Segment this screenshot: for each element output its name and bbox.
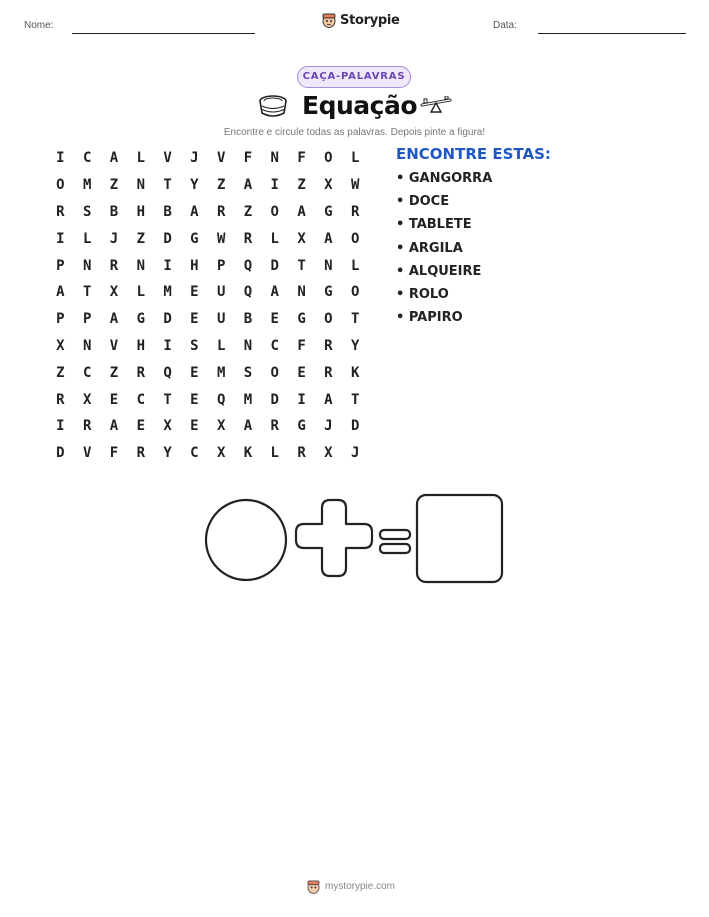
grid-letter[interactable]: R <box>297 445 306 462</box>
grid-letter[interactable]: L <box>136 284 145 301</box>
grid-letter[interactable]: T <box>163 391 172 408</box>
grid-letter[interactable]: T <box>350 311 360 328</box>
grid-letter[interactable]: I <box>56 230 65 247</box>
seesaw-icon <box>420 96 452 114</box>
grid-letter[interactable]: X <box>163 418 172 435</box>
grid-letter[interactable]: N <box>82 337 92 354</box>
grid-letter[interactable]: Q <box>243 257 253 274</box>
grid-letter[interactable]: Z <box>136 230 145 247</box>
grid-letter[interactable]: L <box>136 150 145 167</box>
grid-letter[interactable]: J <box>109 230 119 247</box>
grid-letter[interactable]: U <box>216 311 226 328</box>
grid-letter[interactable]: M <box>82 177 92 194</box>
grid-letter[interactable]: Q <box>243 284 253 301</box>
grid-letter[interactable]: B <box>109 203 119 220</box>
grid-letter[interactable]: V <box>163 150 172 167</box>
word-item: • ROLO <box>396 287 492 310</box>
grid-letter[interactable]: E <box>190 311 199 328</box>
grid-letter[interactable]: E <box>136 418 145 435</box>
grid-row <box>47 145 369 172</box>
grid-letter[interactable]: X <box>324 445 333 462</box>
grid-letter[interactable]: M <box>216 364 226 381</box>
grid-letter[interactable]: X <box>216 445 226 462</box>
grid-letter[interactable]: L <box>216 337 226 354</box>
grid-letter[interactable]: R <box>216 203 226 220</box>
grid-letter[interactable]: A <box>324 391 333 408</box>
grid-letter[interactable]: N <box>136 177 145 194</box>
grid-row <box>47 252 369 279</box>
grid-letter[interactable]: K <box>243 445 253 462</box>
grid-row <box>47 359 369 386</box>
equals-shape[interactable] <box>380 544 410 553</box>
grid-letter[interactable]: R <box>324 337 333 354</box>
grid-row <box>47 225 369 252</box>
grid-letter[interactable]: W <box>350 177 360 194</box>
grid-letter[interactable]: J <box>190 150 199 167</box>
grid-letter[interactable]: Z <box>109 177 119 194</box>
word-list <box>396 171 492 333</box>
grid-row <box>47 279 369 306</box>
grid-letter[interactable]: O <box>270 203 279 220</box>
footer-site[interactable]: mystorypie.com <box>325 881 396 892</box>
grid-letter[interactable]: P <box>56 257 65 274</box>
grid-letter[interactable]: F <box>297 150 306 167</box>
grid-letter[interactable]: E <box>297 364 306 381</box>
grid-letter[interactable]: A <box>243 418 253 435</box>
grid-letter[interactable]: D <box>56 445 65 462</box>
grid-letter[interactable]: A <box>243 177 253 194</box>
grid-letter[interactable]: V <box>82 445 92 462</box>
grid-letter[interactable]: Q <box>216 391 226 408</box>
grid-letter[interactable]: R <box>243 230 253 247</box>
grid-letter[interactable]: S <box>243 364 253 381</box>
grid-letter[interactable]: A <box>270 284 279 301</box>
grid-row <box>47 386 369 413</box>
grid-letter[interactable]: X <box>297 230 306 247</box>
grid-letter[interactable]: L <box>350 257 360 274</box>
word-item: • PAPIRO <box>396 310 492 333</box>
grid-letter[interactable]: N <box>243 337 253 354</box>
grid-letter[interactable]: L <box>270 230 279 247</box>
grid-letter[interactable]: E <box>190 391 199 408</box>
grid-letter[interactable]: P <box>82 311 92 328</box>
grid-letter[interactable]: E <box>190 284 199 301</box>
storypie-mascot-icon <box>307 879 320 894</box>
grid-letter[interactable]: F <box>297 337 306 354</box>
grid-letter[interactable]: C <box>136 391 145 408</box>
page-title: Equação <box>302 91 418 120</box>
grid-letter[interactable]: A <box>324 230 333 247</box>
grid-letter[interactable]: E <box>190 418 199 435</box>
brand-name: Storypie <box>340 12 400 28</box>
grid-letter[interactable]: D <box>270 391 279 408</box>
grid-letter[interactable]: N <box>324 257 333 274</box>
circle-shape[interactable] <box>206 500 286 580</box>
grid-letter[interactable]: W <box>216 230 226 247</box>
word-item: • GANGORRA <box>396 171 492 194</box>
grid-letter[interactable]: E <box>270 311 279 328</box>
word-search-grid[interactable] <box>47 145 369 467</box>
grid-letter[interactable]: L <box>350 150 360 167</box>
grid-letter[interactable]: F <box>243 150 253 167</box>
grid-letter[interactable]: Y <box>350 337 360 354</box>
date-line[interactable] <box>538 33 686 34</box>
grid-letter[interactable]: S <box>190 337 199 354</box>
grid-letter[interactable]: O <box>350 284 360 301</box>
grid-letter[interactable]: G <box>297 311 306 328</box>
instructions: Encontre e circule todas as palavras. Depois pinte a figura! <box>223 127 486 138</box>
grid-letter[interactable]: R <box>136 445 145 462</box>
grid-letter[interactable]: A <box>190 203 199 220</box>
grid-letter[interactable]: Z <box>216 177 226 194</box>
grid-letter[interactable]: G <box>324 203 333 220</box>
grid-letter[interactable]: R <box>82 418 92 435</box>
word-item: • ALQUEIRE <box>396 264 492 287</box>
plus-shape[interactable] <box>296 500 372 576</box>
grid-letter[interactable]: G <box>324 284 333 301</box>
grid-letter[interactable]: A <box>56 284 65 301</box>
grid-letter[interactable]: P <box>216 257 226 274</box>
grid-letter[interactable]: X <box>82 391 92 408</box>
grid-letter[interactable]: I <box>56 418 65 435</box>
grid-letter[interactable]: I <box>297 391 306 408</box>
grid-letter[interactable]: R <box>56 203 65 220</box>
grid-letter[interactable]: N <box>82 257 92 274</box>
grid-letter[interactable]: O <box>324 311 333 328</box>
grid-letter[interactable]: I <box>56 150 65 167</box>
grid-letter[interactable]: N <box>270 150 279 167</box>
grid-row <box>47 306 369 333</box>
grid-letter[interactable]: M <box>243 391 253 408</box>
grid-letter[interactable]: H <box>136 203 145 220</box>
equals-shape[interactable] <box>380 530 410 539</box>
word-item: • ARGILA <box>396 241 492 264</box>
grid-letter[interactable]: A <box>297 203 306 220</box>
grid-letter[interactable]: N <box>297 284 306 301</box>
grid-letter[interactable]: U <box>216 284 226 301</box>
grid-letter[interactable]: C <box>82 364 92 381</box>
grid-letter[interactable]: V <box>216 150 226 167</box>
grid-letter[interactable]: H <box>190 257 199 274</box>
grid-letter[interactable]: V <box>109 337 119 354</box>
grid-letter[interactable]: O <box>56 177 65 194</box>
grid-row <box>47 440 369 467</box>
grid-letter[interactable]: B <box>243 311 253 328</box>
grid-letter[interactable]: D <box>163 311 172 328</box>
grid-letter[interactable]: R <box>109 257 119 274</box>
grid-letter[interactable]: G <box>297 418 306 435</box>
grid-letter[interactable]: N <box>136 257 145 274</box>
grid-letter[interactable]: T <box>82 284 92 301</box>
grid-letter[interactable]: C <box>82 150 92 167</box>
grid-letter[interactable]: X <box>216 418 226 435</box>
word-item: • DOCE <box>396 194 492 217</box>
grid-row <box>47 199 369 226</box>
grid-letter[interactable]: T <box>163 177 172 194</box>
category-badge: CAÇA-PALAVRAS <box>297 66 411 88</box>
word-list-title: ENCONTRE ESTAS: <box>396 145 551 163</box>
grid-letter[interactable]: R <box>136 364 145 381</box>
grid-letter[interactable]: Y <box>190 177 199 194</box>
footer <box>307 879 395 894</box>
grid-letter[interactable]: R <box>56 391 65 408</box>
equation-coloring-figure[interactable] <box>200 490 510 590</box>
grid-letter[interactable]: M <box>163 284 172 301</box>
grid-letter[interactable]: J <box>350 445 360 462</box>
grid-letter[interactable]: G <box>190 230 199 247</box>
grid-letter[interactable]: R <box>270 418 279 435</box>
grid-row <box>47 333 369 360</box>
grid-letter[interactable]: K <box>350 364 360 381</box>
grid-letter[interactable]: T <box>297 257 306 274</box>
grid-letter[interactable]: J <box>324 418 333 435</box>
grid-letter[interactable]: I <box>270 177 279 194</box>
grid-letter[interactable]: A <box>109 150 119 167</box>
grid-letter[interactable]: G <box>136 311 145 328</box>
word-item: • TABLETE <box>396 217 492 240</box>
grid-letter[interactable]: O <box>350 230 360 247</box>
grid-row <box>47 172 369 199</box>
grid-letter[interactable]: O <box>324 150 333 167</box>
grid-letter[interactable]: P <box>56 311 65 328</box>
grid-letter[interactable]: I <box>163 257 172 274</box>
grid-letter[interactable]: S <box>82 203 92 220</box>
grid-letter[interactable]: D <box>350 418 360 435</box>
name-line[interactable] <box>72 33 255 34</box>
grid-letter[interactable]: C <box>190 445 199 462</box>
grid-letter[interactable]: E <box>190 364 199 381</box>
grid-letter[interactable]: Q <box>163 364 172 381</box>
grid-letter[interactable]: T <box>350 391 360 408</box>
grid-letter[interactable]: R <box>350 203 360 220</box>
grid-letter[interactable]: E <box>109 391 119 408</box>
grid-letter[interactable]: L <box>270 445 279 462</box>
grid-letter[interactable]: O <box>270 364 279 381</box>
square-shape[interactable] <box>417 495 502 582</box>
name-label: Nome: <box>24 20 54 31</box>
grid-letter[interactable]: X <box>324 177 333 194</box>
grid-row <box>47 413 369 440</box>
grid-letter[interactable]: A <box>109 418 119 435</box>
storypie-mascot-icon <box>322 12 336 28</box>
grid-letter[interactable]: Z <box>56 364 65 381</box>
grid-letter[interactable]: I <box>163 337 172 354</box>
grid-letter[interactable]: L <box>82 230 92 247</box>
grid-letter[interactable]: C <box>270 337 279 354</box>
grid-letter[interactable]: A <box>109 311 119 328</box>
grid-letter[interactable]: X <box>56 337 65 354</box>
grid-letter[interactable]: Z <box>243 203 253 220</box>
grid-letter[interactable]: D <box>270 257 279 274</box>
grid-letter[interactable]: D <box>163 230 172 247</box>
grid-letter[interactable]: Z <box>109 364 119 381</box>
brand-logo <box>322 12 400 28</box>
grid-letter[interactable]: X <box>109 284 119 301</box>
grid-letter[interactable]: Y <box>163 445 172 462</box>
grid-letter[interactable]: Z <box>297 177 306 194</box>
grid-letter[interactable]: F <box>109 445 119 462</box>
grid-letter[interactable]: H <box>136 337 145 354</box>
grid-letter[interactable]: B <box>163 203 172 220</box>
grid-letter[interactable]: R <box>324 364 333 381</box>
date-label: Data: <box>493 20 517 31</box>
tablet-bowl-icon <box>258 94 288 120</box>
